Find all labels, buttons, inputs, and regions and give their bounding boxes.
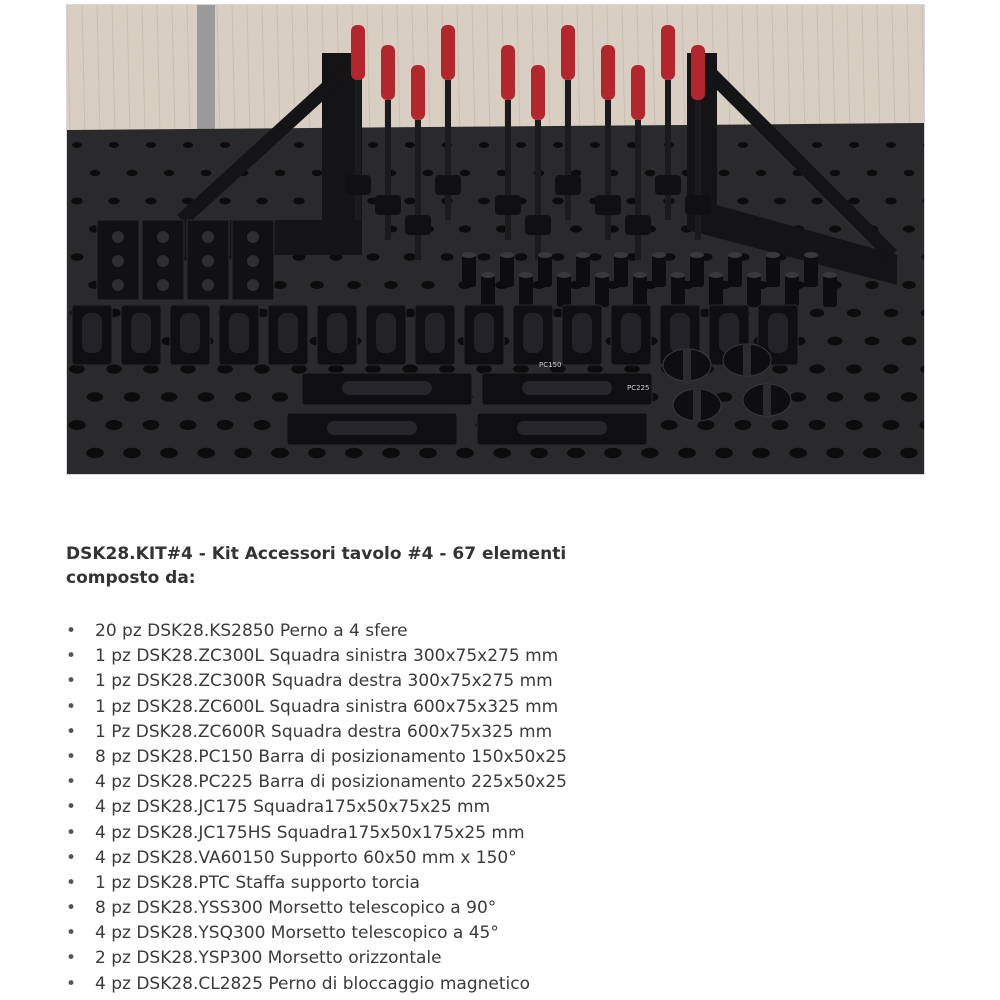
bullet-icon: • — [66, 872, 77, 893]
kit-title: DSK28.KIT#4 - Kit Accessori tavolo #4 - 67 elementi — [66, 544, 567, 564]
table-hole — [678, 448, 696, 458]
ball-pin-top — [614, 252, 628, 258]
ball-pin-top — [804, 252, 818, 258]
clamp-pad — [555, 175, 581, 195]
table-hole — [456, 448, 474, 458]
product-photo-illustration — [67, 5, 924, 474]
angle-block-hole — [112, 231, 124, 243]
table-hole — [71, 253, 84, 261]
positioning-bar-slot — [621, 313, 641, 353]
positioning-bar-slot — [572, 313, 592, 353]
clamp-pad — [685, 195, 711, 215]
angle-block-hole — [202, 255, 214, 267]
table-hole — [827, 392, 843, 402]
positioning-bar-slot — [474, 313, 494, 353]
table-hole — [254, 364, 270, 373]
ball-pin-top — [690, 252, 704, 258]
table-hole — [106, 420, 123, 430]
table-hole — [123, 448, 141, 458]
table-hole — [145, 198, 156, 205]
positioning-bar-slot — [670, 313, 690, 353]
table-hole — [809, 364, 825, 373]
list-item-text: 2 pz DSK28.YSP300 Morsetto orizzontale — [95, 948, 442, 969]
list-item-text: 4 pz DSK28.PC225 Barra di posizionamento 225x50x25 — [95, 772, 567, 793]
list-item — [66, 896, 567, 921]
angle-block-hole — [112, 279, 124, 291]
ball-pin — [728, 255, 742, 287]
table-hole — [143, 420, 160, 430]
table-hole — [273, 281, 287, 289]
bullet-icon: • — [66, 973, 77, 994]
table-hole — [589, 253, 602, 261]
magnetic-pin-slot — [693, 389, 701, 421]
clamp-spindle — [695, 100, 701, 240]
ball-pin — [519, 275, 533, 307]
clamp-handle — [501, 45, 515, 100]
clamp-handle — [561, 25, 575, 80]
bullet-icon: • — [66, 621, 77, 641]
table-hole — [865, 281, 879, 289]
table-hole — [384, 281, 398, 289]
angle-block-hole — [202, 231, 214, 243]
table-hole — [254, 420, 271, 430]
table-hole — [291, 364, 307, 373]
table-hole — [864, 392, 880, 402]
table-hole — [772, 420, 789, 430]
ball-pin-top — [481, 272, 495, 278]
table-hole — [904, 170, 915, 176]
table-hole — [516, 142, 526, 148]
angle-block-hole — [247, 231, 259, 243]
table-hole — [109, 142, 119, 148]
positioning-bar-slot — [425, 313, 445, 353]
ball-pin — [652, 255, 666, 287]
magnetic-pin-slot — [743, 344, 751, 376]
table-hole — [790, 392, 806, 402]
table-hole — [72, 142, 82, 148]
ball-pin — [823, 275, 837, 307]
table-hole — [884, 309, 898, 317]
table-hole — [826, 448, 844, 458]
table-hole — [459, 225, 471, 232]
table-hole — [271, 448, 289, 458]
table-hole — [885, 198, 896, 205]
table-hole — [552, 253, 565, 261]
ball-pin-top — [557, 272, 571, 278]
bullet-icon: • — [66, 898, 77, 919]
list-item — [66, 821, 567, 846]
clamp-handle — [531, 65, 545, 120]
magnetic-pin-slot — [683, 349, 691, 381]
ball-pin-top — [652, 252, 666, 258]
list-item-text: 1 pz DSK28.PTC Staffa supporto torcia — [95, 872, 420, 893]
list-item — [66, 745, 567, 770]
list-item — [66, 846, 567, 871]
table-hole — [368, 142, 378, 148]
angle-block-hole — [157, 231, 169, 243]
table-hole — [69, 420, 86, 430]
ball-pin — [709, 275, 723, 307]
clamp-spindle — [635, 120, 641, 260]
clamp-spindle — [415, 120, 421, 260]
list-item-text: 8 pz DSK28.PC150 Barra di posizionamento 150x50x25 — [95, 746, 567, 767]
table-hole — [164, 170, 175, 176]
positioning-bar-slot — [327, 313, 347, 353]
bullet-icon: • — [66, 797, 77, 818]
positioning-bar-slot — [131, 313, 151, 353]
table-hole — [108, 198, 119, 205]
table-hole — [87, 392, 103, 402]
table-hole — [275, 170, 286, 176]
list-item-text: 4 pz DSK28.CL2825 Perno di bloccaggio magnetico — [95, 973, 530, 994]
table-hole — [883, 420, 900, 430]
table-hole — [828, 337, 843, 346]
clamp-spindle — [665, 80, 671, 220]
table-hole — [404, 253, 417, 261]
list-item — [66, 720, 567, 745]
table-hole — [220, 142, 230, 148]
bullet-icon: • — [66, 746, 77, 767]
list-item — [66, 871, 567, 896]
list-item-text: 4 pz DSK28.YSQ300 Morsetto telescopico a 45° — [95, 923, 499, 944]
clamp-spindle — [505, 100, 511, 240]
table-hole — [347, 281, 361, 289]
table-hole — [738, 142, 748, 148]
table-hole — [256, 198, 267, 205]
table-hole — [883, 364, 899, 373]
table-hole — [161, 392, 177, 402]
clamp-spindle — [605, 100, 611, 240]
ball-pin — [766, 255, 780, 287]
table-hole — [789, 448, 807, 458]
clamp-spindle — [535, 120, 541, 260]
list-item — [66, 644, 567, 669]
table-hole — [86, 448, 104, 458]
ball-pin — [747, 275, 761, 307]
ball-pin — [804, 255, 818, 287]
table-hole — [900, 448, 918, 458]
table-hole — [367, 253, 380, 261]
table-hole — [846, 364, 862, 373]
table-hole — [590, 142, 600, 148]
table-hole — [661, 420, 678, 430]
clamp-pad — [435, 175, 461, 195]
table-hole — [645, 170, 656, 176]
table-hole — [513, 364, 529, 373]
bullet-icon: • — [66, 847, 77, 868]
table-hole — [886, 142, 896, 148]
clamp-handle — [441, 25, 455, 80]
table-hole — [312, 170, 323, 176]
positioning-bar-slot — [229, 313, 249, 353]
list-item-text: 1 pz DSK28.ZC300R Squadra destra 300x75x275 mm — [95, 671, 553, 692]
table-hole — [180, 364, 196, 373]
list-item — [66, 619, 567, 644]
table-hole — [515, 253, 528, 261]
table-hole — [901, 392, 917, 402]
ball-pin-top — [785, 272, 799, 278]
table-hole — [902, 281, 916, 289]
table-hole — [404, 198, 415, 205]
table-hole — [478, 253, 491, 261]
product-photo — [66, 4, 925, 475]
ball-pin-top — [500, 252, 514, 258]
list-item — [66, 795, 567, 820]
bullet-icon: • — [66, 646, 77, 667]
ball-pin — [671, 275, 685, 307]
ball-pin — [557, 275, 571, 307]
angle-block-hole — [247, 255, 259, 267]
table-hole — [183, 142, 193, 148]
ball-pin-top — [823, 272, 837, 278]
positioning-bar-slot — [180, 313, 200, 353]
ball-pin — [500, 255, 514, 287]
bullet-icon: • — [66, 671, 77, 692]
ball-pin-top — [671, 272, 685, 278]
table-hole — [365, 364, 381, 373]
clamp-pad — [495, 195, 521, 215]
table-hole — [476, 364, 492, 373]
bullet-icon: • — [66, 822, 77, 843]
list-item-text: 8 pz DSK28.YSS300 Morsetto telescopico a 90° — [95, 898, 497, 919]
table-hole — [737, 198, 748, 205]
list-item-text: 1 pz DSK28.ZC600L Squadra sinistra 600x75x325 mm — [95, 696, 559, 717]
kit-heading — [66, 542, 766, 590]
long-bar-slot — [517, 421, 607, 435]
table-hole — [772, 364, 788, 373]
table-hole — [328, 364, 344, 373]
table-hole — [219, 198, 230, 205]
table-hole — [810, 309, 824, 317]
ball-pin-top — [633, 272, 647, 278]
table-hole — [272, 392, 288, 402]
table-hole — [530, 448, 548, 458]
table-hole — [402, 364, 418, 373]
angle-block-hole — [247, 279, 259, 291]
table-hole — [441, 253, 454, 261]
table-hole — [698, 420, 715, 430]
list-item — [66, 972, 567, 997]
table-hole — [830, 170, 841, 176]
table-hole — [552, 198, 563, 205]
table-hole — [479, 142, 489, 148]
list-item-text: 4 pz DSK28.JC175 Squadra175x50x75x25 mm — [95, 797, 491, 818]
table-hole — [308, 448, 326, 458]
angle-block-hole — [202, 279, 214, 291]
clamp-spindle — [565, 80, 571, 220]
ball-pin-top — [462, 252, 476, 258]
clamp-handle — [351, 25, 365, 80]
clamp-pad — [375, 195, 401, 215]
magnetic-pin-slot — [763, 384, 771, 416]
clamp-pad — [595, 195, 621, 215]
table-hole — [478, 198, 489, 205]
clamp-pad — [345, 175, 371, 195]
long-bar-slot — [327, 421, 417, 435]
wall-rail — [197, 5, 215, 140]
positioning-bar-slot — [523, 313, 543, 353]
table-hole — [863, 448, 881, 458]
table-hole — [217, 420, 234, 430]
ball-pin-top — [766, 252, 780, 258]
bullet-icon: • — [66, 923, 77, 944]
table-hole — [641, 448, 659, 458]
long-bar-slot — [522, 381, 612, 395]
table-hole — [146, 142, 156, 148]
ball-pin-top — [576, 252, 590, 258]
table-hole — [235, 392, 251, 402]
clamp-handle — [381, 45, 395, 100]
table-hole — [847, 309, 861, 317]
ball-pin-top — [519, 272, 533, 278]
table-hole — [587, 364, 603, 373]
ball-pin — [538, 255, 552, 287]
ball-pin-top — [538, 252, 552, 258]
table-hole — [493, 448, 511, 458]
table-hole — [127, 170, 138, 176]
table-hole — [829, 225, 841, 232]
clamp-pad — [625, 215, 651, 235]
bullet-icon: • — [66, 721, 77, 742]
table-hole — [419, 448, 437, 458]
table-hole — [294, 142, 304, 148]
list-item-text: 4 pz DSK28.JC175HS Squadra175x50x175x25 mm — [95, 822, 525, 843]
clamp-handle — [601, 45, 615, 100]
bullet-icon: • — [66, 696, 77, 717]
table-hole — [180, 420, 197, 430]
long-bar-slot — [342, 381, 432, 395]
clamp-spindle — [385, 100, 391, 240]
table-hole — [71, 198, 82, 205]
angle-block-hole — [112, 255, 124, 267]
table-hole — [752, 448, 770, 458]
clamp-pad — [405, 215, 431, 235]
table-hole — [570, 225, 582, 232]
table-hole — [69, 364, 85, 373]
table-hole — [405, 142, 415, 148]
positioning-bar-slot — [278, 313, 298, 353]
table-hole — [624, 364, 640, 373]
ball-pin — [576, 255, 590, 287]
ball-pin-top — [747, 272, 761, 278]
list-item-text: 20 pz DSK28.KS2850 Perno a 4 sfere — [95, 621, 408, 641]
table-hole — [345, 448, 363, 458]
table-hole — [553, 142, 563, 148]
table-hole — [756, 170, 767, 176]
table-hole — [867, 170, 878, 176]
table-hole — [217, 364, 233, 373]
table-hole — [903, 225, 915, 232]
table-hole — [197, 448, 215, 458]
table-hole — [423, 170, 434, 176]
angle-block-hole — [157, 255, 169, 267]
clamp-pad — [655, 175, 681, 195]
ball-pin — [633, 275, 647, 307]
bar-label: PC150 — [539, 361, 562, 369]
clamp-spindle — [355, 80, 361, 220]
table-hole — [310, 281, 324, 289]
table-hole — [812, 142, 822, 148]
list-item-text: 4 pz DSK28.VA60150 Supporto 60x50 mm x 150° — [95, 847, 517, 868]
table-hole — [902, 337, 917, 346]
positioning-bar-slot — [376, 313, 396, 353]
table-hole — [774, 198, 785, 205]
table-hole — [849, 142, 859, 148]
ball-pin-top — [595, 272, 609, 278]
table-hole — [421, 281, 435, 289]
table-hole — [715, 448, 733, 458]
ball-pin — [481, 275, 495, 307]
table-hole — [809, 420, 826, 430]
ball-pin — [614, 255, 628, 287]
table-hole — [567, 448, 585, 458]
component-list — [66, 619, 567, 997]
table-hole — [439, 364, 455, 373]
table-hole — [719, 170, 730, 176]
table-hole — [198, 392, 214, 402]
table-hole — [811, 198, 822, 205]
clamp-spindle — [445, 80, 451, 220]
positioning-bar-slot — [82, 313, 102, 353]
list-item — [66, 921, 567, 946]
table-hole — [735, 420, 752, 430]
bar-label: PC225 — [627, 384, 650, 392]
ball-pin — [785, 275, 799, 307]
ball-pin — [462, 255, 476, 287]
table-hole — [865, 337, 880, 346]
wall-background — [67, 5, 924, 135]
ball-pin — [595, 275, 609, 307]
table-hole — [846, 420, 863, 430]
list-item — [66, 695, 567, 720]
list-item-text: 1 pz DSK28.ZC300L Squadra sinistra 300x75x275 mm — [95, 646, 559, 667]
table-hole — [90, 170, 101, 176]
list-item — [66, 946, 567, 971]
table-hole — [143, 364, 159, 373]
clamp-handle — [631, 65, 645, 120]
table-hole — [106, 364, 122, 373]
ball-pin-top — [728, 252, 742, 258]
table-hole — [201, 170, 212, 176]
positioning-bar-slot — [768, 313, 788, 353]
bullet-icon: • — [66, 772, 77, 793]
table-hole — [604, 448, 622, 458]
table-hole — [160, 448, 178, 458]
list-item — [66, 770, 567, 795]
table-hole — [460, 170, 471, 176]
clamp-handle — [661, 25, 675, 80]
clamp-handle — [411, 65, 425, 120]
ball-pin-top — [709, 272, 723, 278]
ball-pin — [690, 255, 704, 287]
list-item — [66, 669, 567, 694]
kit-subtitle: composto da: — [66, 568, 196, 588]
clamp-handle — [691, 45, 705, 100]
list-item-text: 1 Pz DSK28.ZC600R Squadra destra 600x75x325 mm — [95, 721, 553, 742]
table-hole — [124, 392, 140, 402]
table-hole — [234, 448, 252, 458]
clamp-pad — [525, 215, 551, 235]
bullet-icon: • — [66, 948, 77, 969]
table-hole — [382, 448, 400, 458]
angle-block-hole — [157, 279, 169, 291]
table-hole — [293, 198, 304, 205]
